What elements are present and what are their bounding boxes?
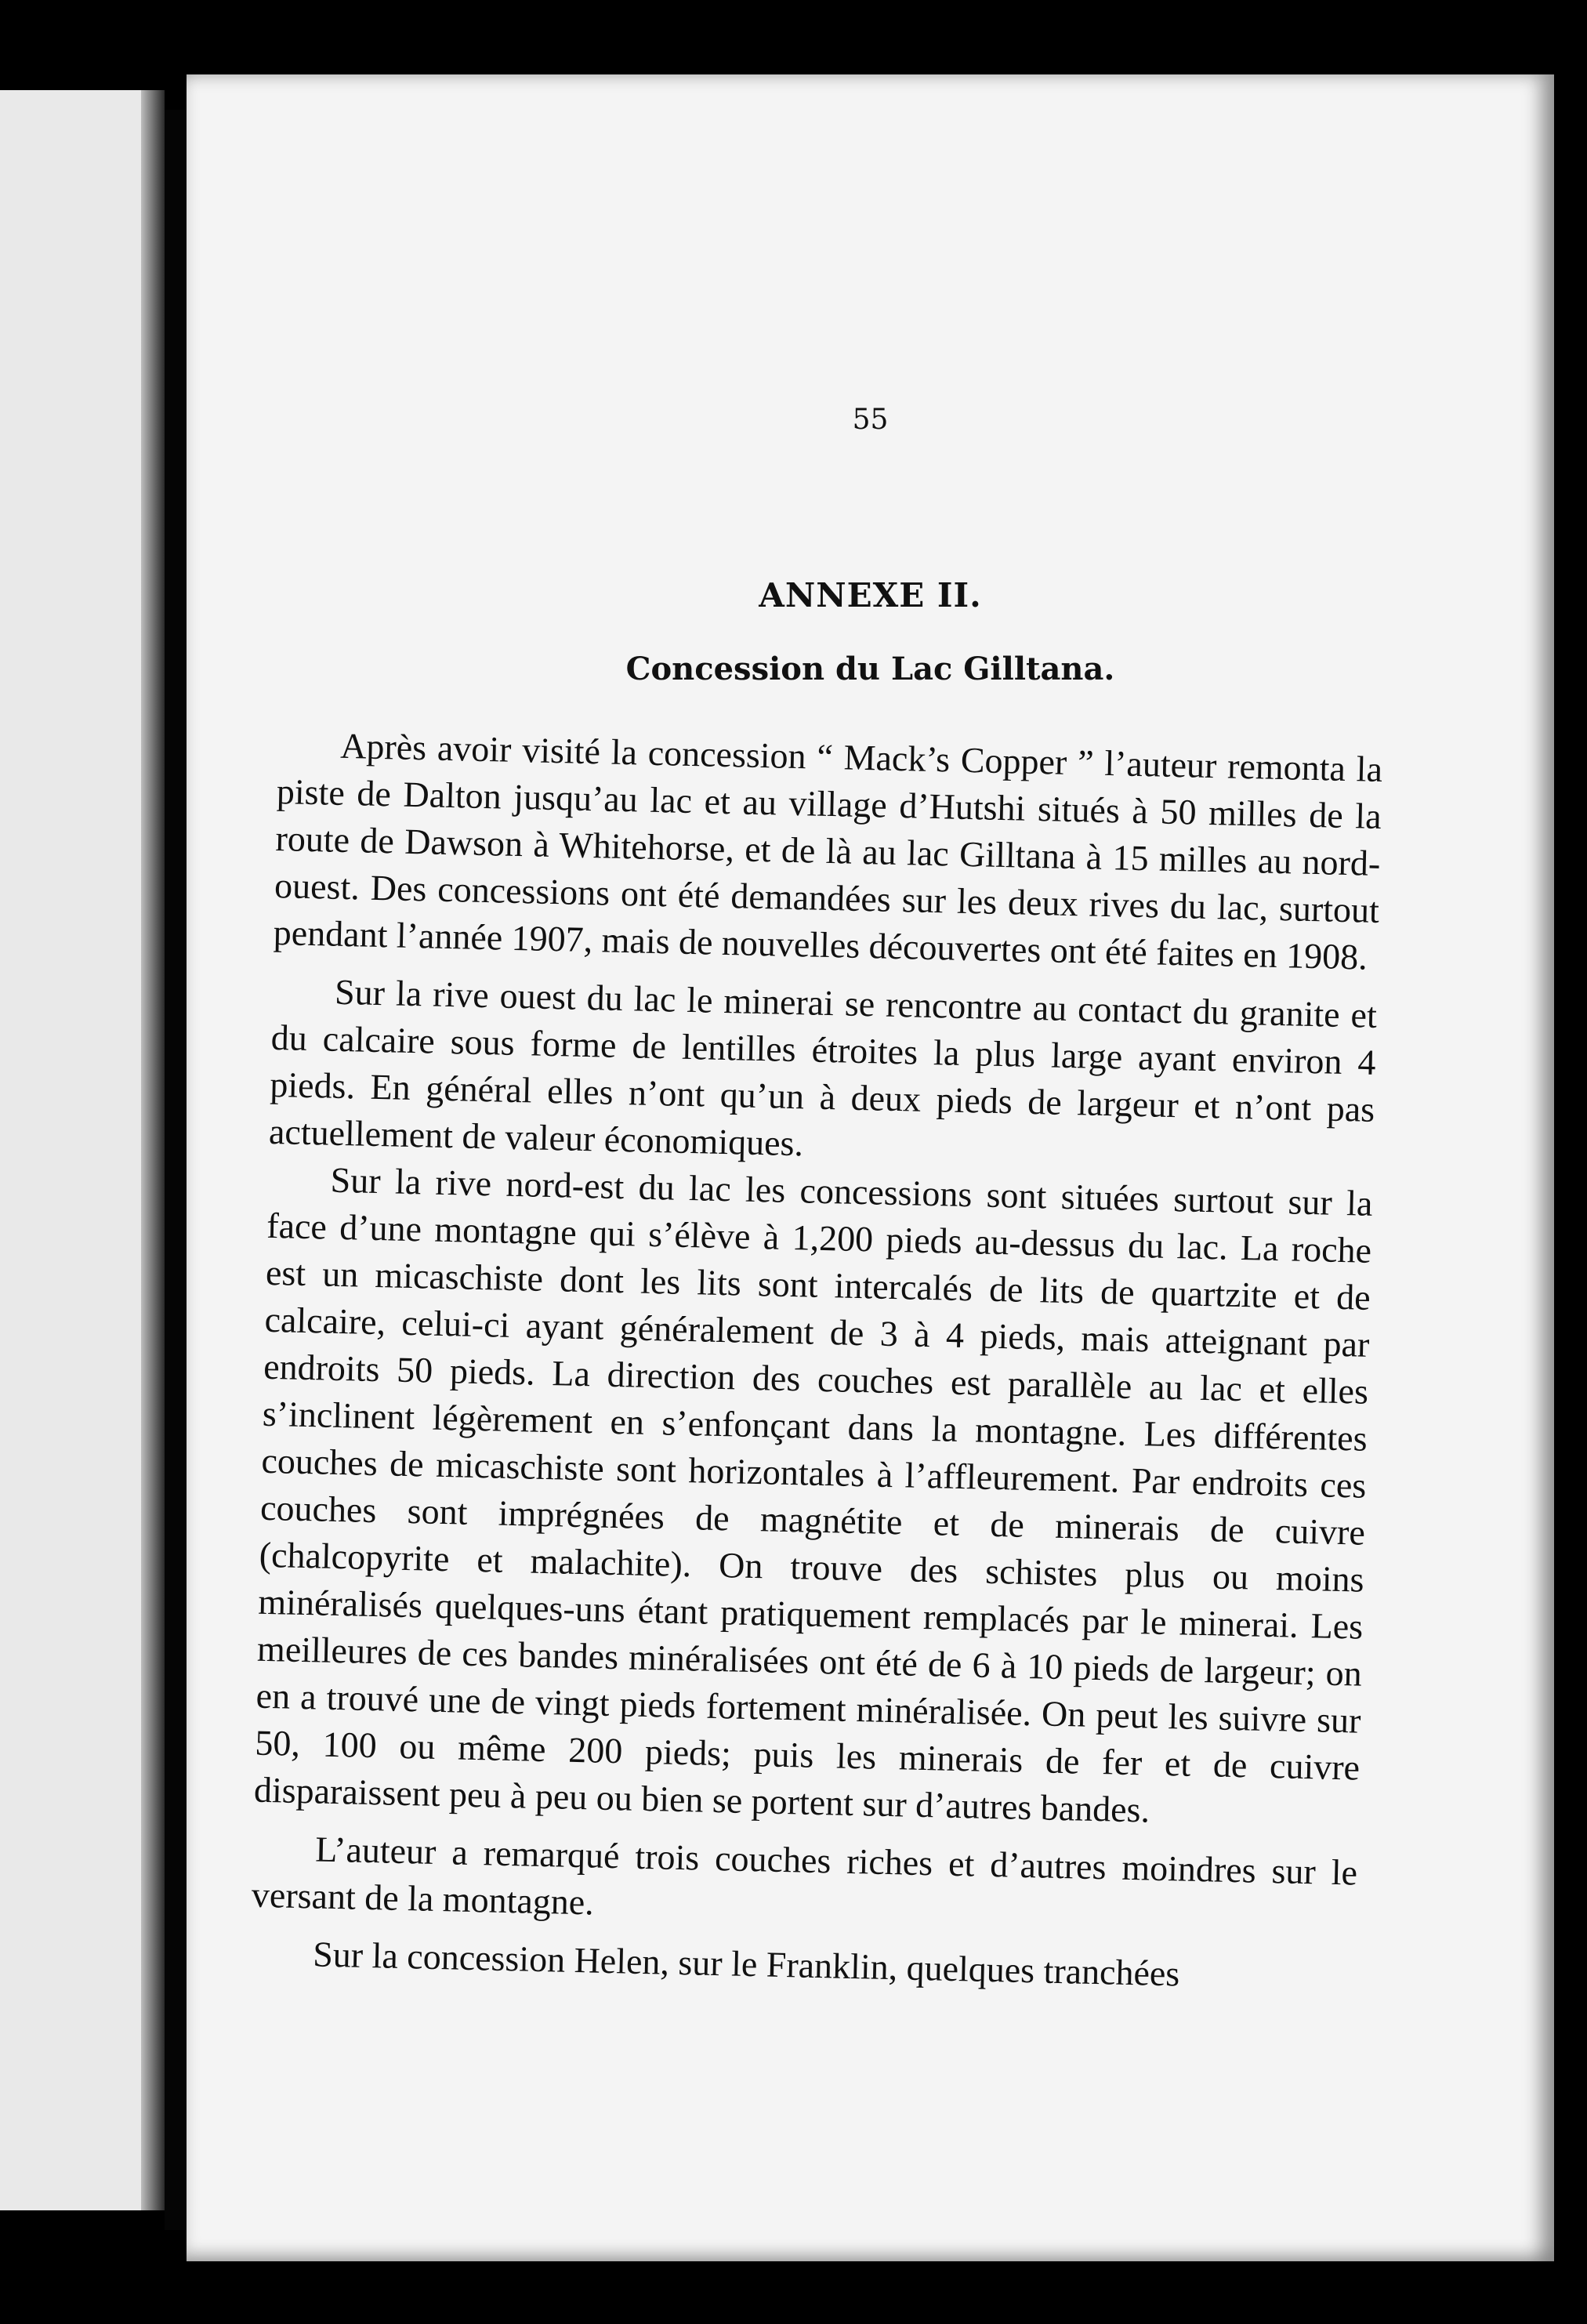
previous-page-edge [0, 90, 153, 2210]
paragraph-2: Sur la rive ouest du lac le minerai se rencontre au contact du granite et du calcaire sous forme de lentilles étroites la plus large ayant environ 4 pieds. En général elles n’ont qu’un à deux pieds de largeur et n’ont pas actuellement de valeur économiques. [268, 971, 1378, 1164]
book-page [187, 74, 1554, 2261]
body-text [250, 721, 1383, 2002]
section-heading: Concession du Lac Gilltana. [625, 651, 1115, 687]
book-gutter [165, 110, 187, 2230]
page-fold-shadow [141, 90, 165, 2210]
paragraph-4: L’auteur a remarqué trois couches riches et d’autres moindres sur le versant de la montagne. [251, 1829, 1358, 1923]
paragraph-1: Après avoir visité la concession “ Mack’s Copper ” l’auteur remonta la piste de Dalton jusqu’au lac et au village d’Hutshi situés à 50 milles de la route de Dawson à Whitehorse, et de là au lac Gilltana à 15 milles au nord-ouest. Des concessions ont été demandées sur les deux rives du lac, surtout pendant l’année 1907, mais de nouvelles découvertes ont été faites en 1908. [273, 725, 1383, 977]
annex-heading: ANNEXE II. [759, 576, 982, 615]
paragraph-3: Sur la rive nord-est du lac les concessions sont situées surtout sur la face d’une montagne qui s’élève à 1,200 pieds au-dessus du lac. La roche est un micaschiste dont les lits sont intercalés de lits de quartzite et de calcaire, celui-ci ayant généralement de 3 à 4 pieds, mais atteignant par endroits 50 pieds. La direction des couches est parallèle au lac et elles s’inclinent légèrement en s’enfonçant dans la montagne. Les différentes couches de micaschiste sont horizontales à l’affleurement. Par endroits ces couches sont imprégnées de magnétite et de minerais de cuivre (chalcopyrite et malachite). On trouve des schistes plus ou moins minéralisés quelques-uns étant pratiquement remplacés par le minerai. Les meilleures de ces bandes minéralisées ont été de 6 à 10 pieds de largeur; on en a trouvé une de vingt pieds fortement minéralisée. On peut les suivre sur 50, 100 ou même 200 pieds; puis les minerais de fer et de cuivre disparaissent peu à peu ou bien se portent sur d’autres bandes. [253, 1159, 1373, 1830]
paragraph-5: Sur la concession Helen, sur le Franklin, quelques tranchées [312, 1934, 1180, 1994]
page-number: 55 [852, 404, 889, 436]
